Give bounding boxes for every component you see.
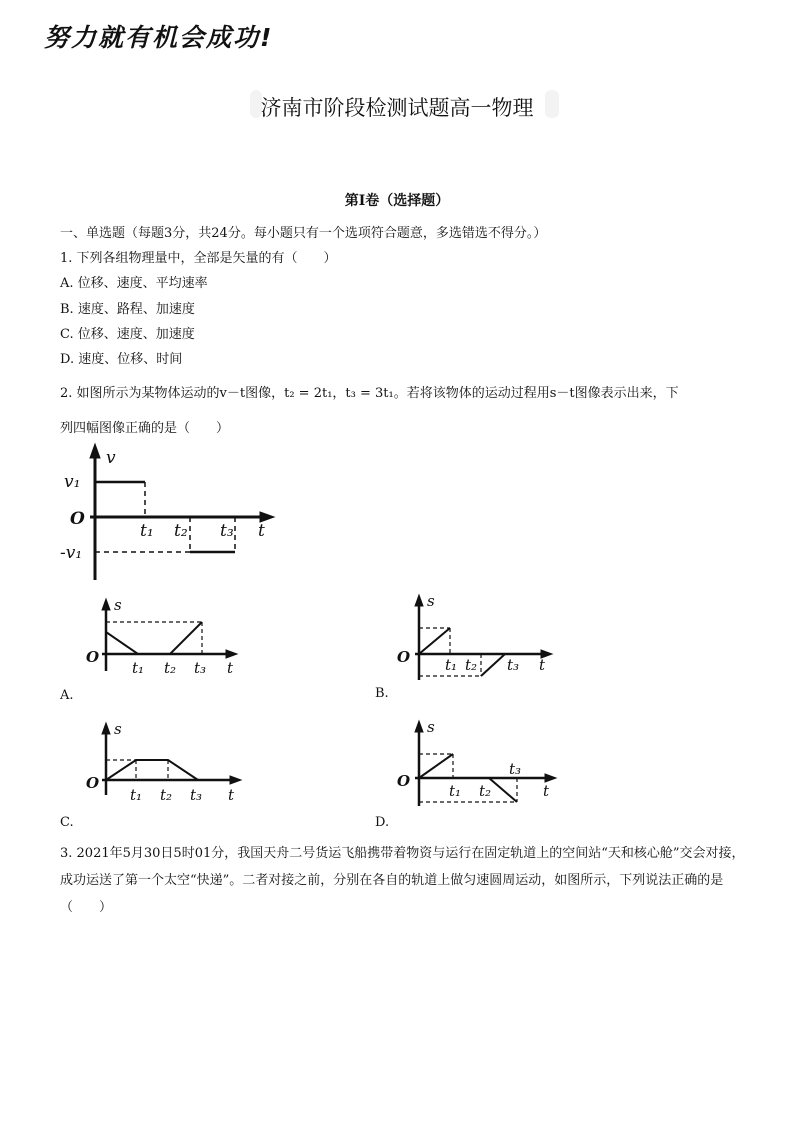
d-label-origin: O [397, 772, 411, 790]
b-label-t: t [539, 656, 546, 674]
q1-option-b: B. 速度、路程、加速度 [60, 302, 195, 317]
c-label-t1: t₁ [130, 786, 143, 804]
b-label-t2: t₂ [465, 656, 478, 674]
a-label-t: t [227, 659, 234, 677]
a-curve [106, 622, 202, 654]
d-label-t2: t₂ [479, 782, 492, 800]
vt-label-v: v [106, 448, 116, 468]
st-graph-b [393, 590, 563, 685]
a-label-t1: t₁ [132, 659, 145, 677]
c-label-s: s [114, 720, 122, 738]
a-label-origin: O [86, 648, 100, 666]
b-label-s: s [427, 592, 435, 610]
option-d-label: D. [375, 815, 390, 830]
vt-label-t1: t₁ [140, 521, 154, 541]
c-label-origin: O [86, 774, 100, 792]
option-b-label: B. [375, 686, 389, 701]
b-curve-rise [419, 628, 450, 654]
st-graph-d [393, 716, 568, 811]
d-t-arrow [545, 774, 556, 782]
option-c-label: C. [60, 815, 74, 830]
option-a-label: A. [60, 688, 74, 703]
st-graph-a [80, 596, 260, 681]
vt-label-t3: t₃ [220, 521, 234, 541]
a-t-arrow [226, 650, 237, 658]
d-label-s: s [427, 718, 435, 736]
c-label-t3: t₃ [190, 786, 203, 804]
q1-option-d: D. 速度、位移、时间 [60, 352, 183, 367]
q1-option-c: C. 位移、速度、加速度 [60, 327, 195, 342]
exam-title: 济南市阶段检测试题高一物理 [260, 96, 534, 120]
q1-stem: 1. 下列各组物理量中，全部是矢量的有（ ） [60, 251, 337, 266]
q2-stem-line2: 列四幅图像正确的是（ ） [60, 421, 230, 436]
q2-stem-line1: 2. 如图所示为某物体运动的v－t图像，t₂ = 2t₁，t₃ = 3t₁。若将该物体的运动过程用s－t图像表示出来，下 [60, 386, 679, 401]
v-axis-arrow [90, 444, 100, 458]
d-label-t3: t₃ [509, 760, 522, 778]
vt-label-t2: t₂ [174, 521, 188, 541]
d-label-t1: t₁ [449, 782, 462, 800]
b-label-t1: t₁ [445, 656, 458, 674]
part1-heading: 一、单选题（每题3分，共24分。每小题只有一个选项符合题意，多选错选不得分。） [60, 226, 547, 241]
vt-label-neg-v1: -v₁ [60, 543, 83, 563]
c-s-arrow [102, 723, 110, 734]
a-label-s: s [114, 596, 122, 614]
b-curve-return [481, 654, 505, 676]
a-s-arrow [102, 599, 110, 610]
slogan-banner: 努力就有机会成功! [44, 23, 274, 52]
c-label-t2: t₂ [160, 786, 173, 804]
vt-label-t: t [258, 521, 265, 541]
vt-label-v1: v₁ [64, 472, 81, 492]
st-graph-c [80, 720, 260, 805]
a-label-t3: t₃ [194, 659, 207, 677]
c-curve [106, 760, 198, 780]
vt-graph [60, 440, 290, 590]
q3-stem: 3. 2021年5月30日5时01分，我国天舟二号货运飞船携带着物资与运行在固定轨道上的空间站“天和核心舱”交会对接，成功运送了第一个太空“快递”。二者对接之前，分别在各自的轨道上做匀速圆周运动，如图所示，下列说法正确的是（ ） [60, 846, 745, 915]
b-s-arrow [415, 595, 423, 606]
c-label-t: t [228, 786, 235, 804]
c-t-arrow [230, 776, 241, 784]
a-label-t2: t₂ [164, 659, 177, 677]
b-label-t3: t₃ [507, 656, 520, 674]
q1-option-a: A. 位移、速度、平均速率 [60, 276, 208, 291]
d-label-t: t [543, 782, 550, 800]
b-label-origin: O [397, 648, 411, 666]
section-heading: 第Ⅰ卷（选择题） [344, 193, 450, 209]
vt-label-origin: O [70, 509, 85, 529]
d-curve-rise [419, 754, 453, 778]
d-s-arrow [415, 721, 423, 732]
